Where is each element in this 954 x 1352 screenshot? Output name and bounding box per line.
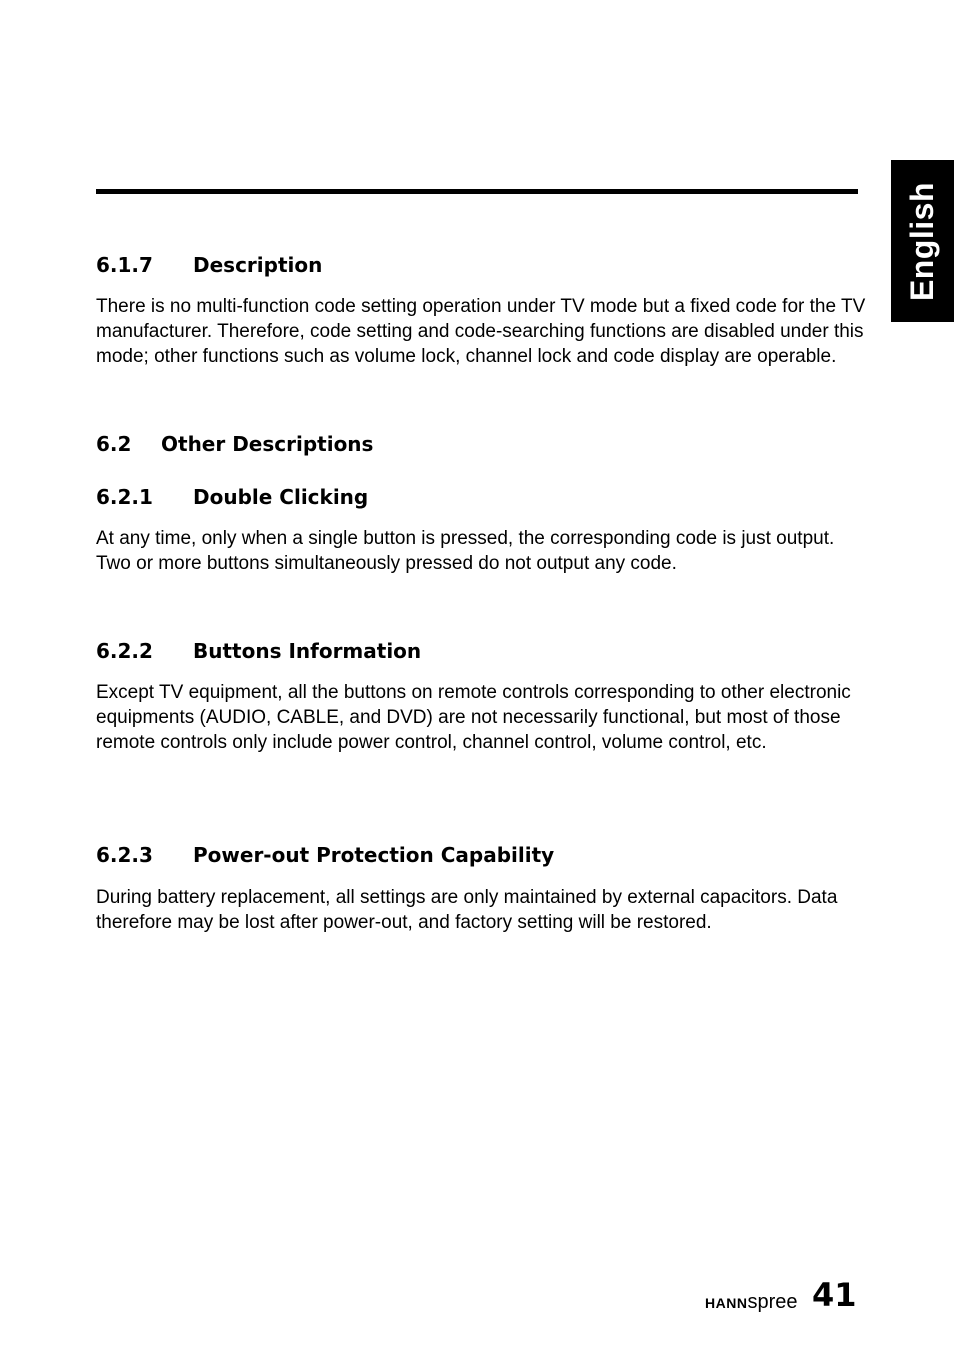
section-heading-description (96, 253, 322, 277)
brand-logo-bold: HANN (705, 1295, 748, 1311)
section-heading-double-clicking (96, 485, 368, 509)
brand-logo (705, 1290, 797, 1315)
section-title: Buttons Information (193, 639, 422, 663)
section-body-buttons-information: Except TV equipment, all the buttons on remote controls corresponding to other electronic equipments (AUDIO, CABLE, and DVD) are not necessarily functional, but most of those remote controls only include power control, channel control, volume control, etc. (96, 682, 851, 753)
section-title: Power-out Protection Capability (193, 843, 555, 867)
section-number: 6.2.2 (96, 639, 153, 663)
language-tab-label: English (904, 181, 940, 301)
section-title: Double Clicking (193, 485, 369, 509)
section-title: Description (193, 253, 323, 277)
language-tab (891, 160, 954, 322)
brand-logo-light: spree (747, 1291, 798, 1313)
top-divider (96, 189, 858, 194)
page-number: 41 (812, 1276, 857, 1314)
section-body-description: There is no multi-function code setting operation under TV mode but a fixed code for the TV manufacturer. Therefore, code setting and code-searching functions are disabled under this mode; other functions such as volume lock, channel lock and code display are operable. (96, 296, 866, 367)
section-heading-other-descriptions (96, 432, 373, 456)
section-heading-buttons-information (96, 639, 421, 663)
section-body-double-clicking: At any time, only when a single button is pressed, the corresponding code is just output. Two or more buttons simultaneously pressed do not output any code. (96, 528, 835, 574)
section-number: 6.2 (96, 432, 132, 456)
section-body-power-out-protection: During battery replacement, all settings are only maintained by external capacitors. Data therefore may be lost after power-out, and factory setting will be restored. (96, 887, 838, 933)
page-footer (700, 1276, 860, 1316)
section-number: 6.2.1 (96, 485, 153, 509)
section-title: Other Descriptions (161, 432, 374, 456)
section-heading-power-out-protection (96, 843, 554, 867)
section-number: 6.1.7 (96, 253, 153, 277)
section-number: 6.2.3 (96, 843, 153, 867)
